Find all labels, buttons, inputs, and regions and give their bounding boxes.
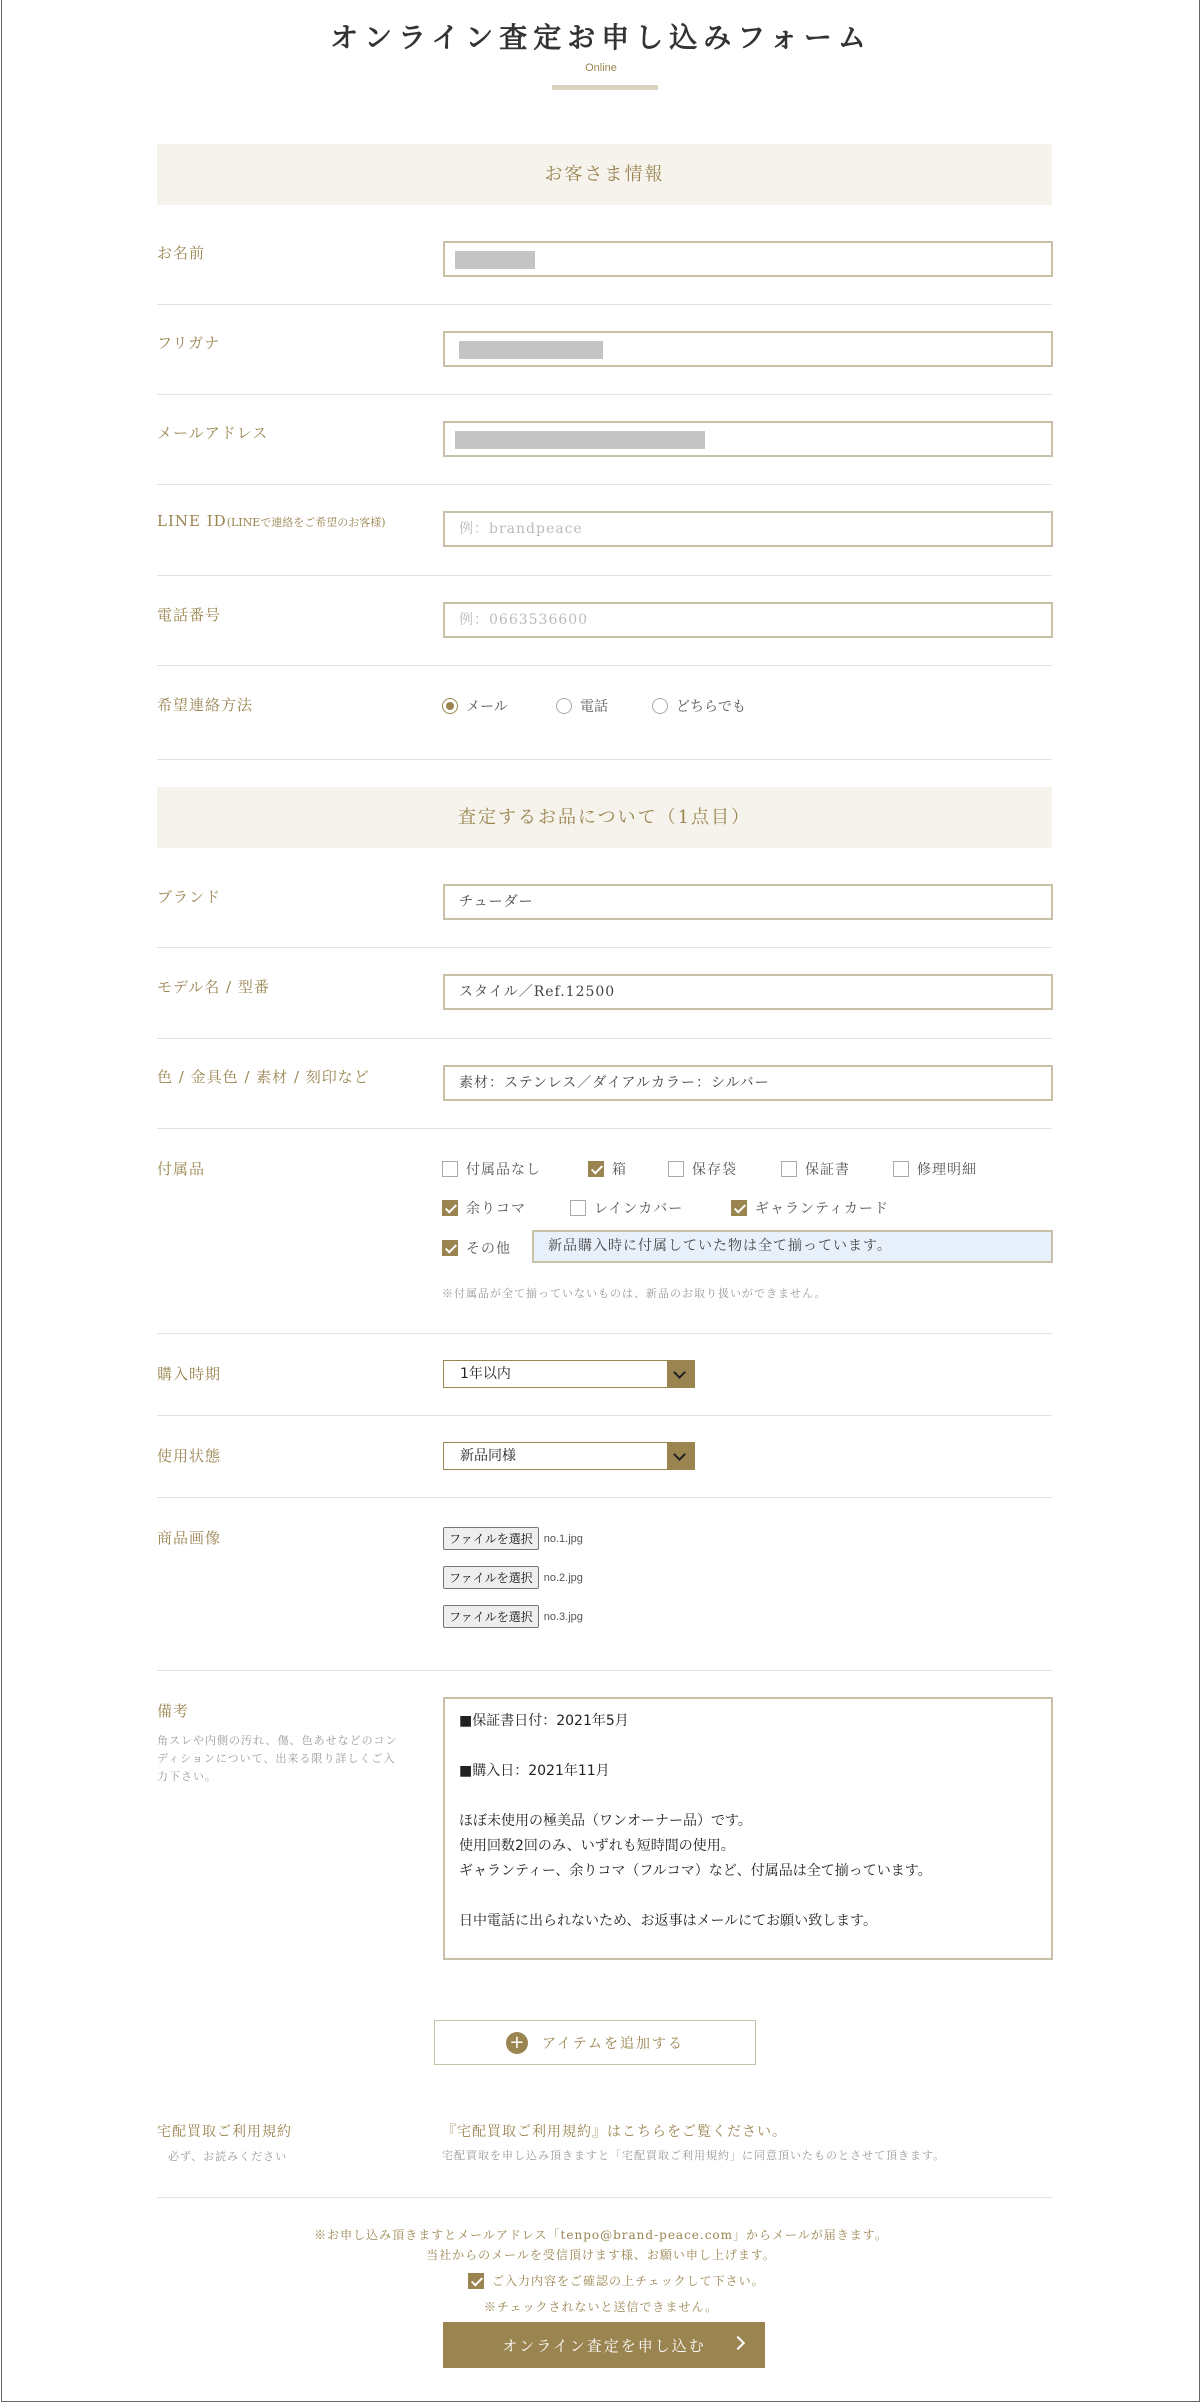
- kana-input[interactable]: [443, 331, 1053, 367]
- redacted-kana: [459, 341, 603, 359]
- checkbox-checked-icon: [442, 1240, 458, 1256]
- line-id-input[interactable]: 例：brandpeace: [443, 511, 1053, 547]
- checkbox-icon: [781, 1161, 797, 1177]
- title-underline: [552, 85, 658, 90]
- model-input[interactable]: スタイル／Ref.12500: [443, 974, 1053, 1010]
- divider: [157, 484, 1052, 485]
- accessory-spare-links-checkbox[interactable]: 余りコマ: [442, 1198, 526, 1218]
- checkbox-checked-icon: [468, 2273, 484, 2289]
- file-input-1[interactable]: ファイルを選択 no.1.jpg: [443, 1527, 583, 1550]
- accessory-repair-record-checkbox[interactable]: 修理明細: [893, 1159, 977, 1179]
- accessories-label: 付属品: [157, 1160, 206, 1178]
- email-notice: ※お申し込み頂きますとメールアドレス「tenpo@brand-peace.com」からメールが届きます。: [314, 2228, 888, 2242]
- submit-button[interactable]: オンライン査定を申し込む: [443, 2322, 765, 2368]
- plus-icon: +: [506, 2032, 528, 2054]
- file-select-button[interactable]: ファイルを選択: [443, 1566, 539, 1589]
- checkbox-checked-icon: [588, 1161, 604, 1177]
- redacted-name: [455, 251, 535, 269]
- chevron-down-icon: [667, 1443, 694, 1469]
- accessory-warranty-checkbox[interactable]: 保証書: [781, 1159, 850, 1179]
- divider: [157, 2197, 1052, 2198]
- accessory-rain-cover-checkbox[interactable]: レインカバー: [570, 1198, 683, 1218]
- chevron-right-icon: [731, 2336, 745, 2350]
- contact-radio-email[interactable]: メール: [442, 696, 508, 716]
- radio-icon: [652, 698, 668, 714]
- file-input-3[interactable]: ファイルを選択 no.3.jpg: [443, 1605, 583, 1628]
- color-material-label: 色 / 金具色 / 素材 / 刻印など: [157, 1068, 370, 1086]
- email-label: メールアドレス: [157, 424, 269, 442]
- divider: [157, 1038, 1052, 1039]
- checkbox-icon: [570, 1200, 586, 1216]
- divider: [157, 1497, 1052, 1498]
- page-title: オンライン査定お申し込みフォーム: [330, 21, 872, 54]
- accessory-other-checkbox[interactable]: その他: [442, 1238, 511, 1258]
- confirm-checkbox[interactable]: ご入力内容をご確認の上チェックして下さい。: [468, 2272, 765, 2289]
- terms-label: 宅配買取ご利用規約: [157, 2124, 292, 2140]
- terms-link[interactable]: 『宅配買取ご利用規約』はこちらをご覧ください。: [442, 2124, 787, 2140]
- remarks-textarea[interactable]: ■保証書日付：2021年5月 ■購入日：2021年11月 ほぼ未使用の極美品（ワンオーナー品）です。 使用回数2回のみ、いずれも短時間の使用。 ギャランティー、余りコマ（フルコマ）など、付属品は全て揃っています。 日中電話に出られないため、お返事はメールにてお願い致します。: [443, 1697, 1053, 1960]
- remarks-note: 角スレや内側の汚れ、傷、色あせなどのコンディションについて、出来る限り詳しくご入力下さい。: [157, 1734, 398, 1783]
- purchase-period-select[interactable]: 1年以内: [443, 1360, 695, 1388]
- accessory-dust-bag-checkbox[interactable]: 保存袋: [668, 1159, 737, 1179]
- line-id-label: LINE ID(LINEで連絡をご希望のお客様): [157, 512, 386, 530]
- add-item-button[interactable]: + アイテムを追加する: [434, 2020, 756, 2065]
- accessory-other-input[interactable]: 新品購入時に付属していた物は全て揃っています。: [532, 1230, 1053, 1263]
- brand-label: ブランド: [157, 888, 222, 906]
- checkbox-icon: [442, 1161, 458, 1177]
- terms-label-note: 必ず、お読みください: [168, 2150, 288, 2163]
- item-section-header: 査定するお品について（1点目）: [157, 787, 1052, 848]
- divider: [157, 665, 1052, 666]
- file-select-button[interactable]: ファイルを選択: [443, 1527, 539, 1550]
- divider: [157, 394, 1052, 395]
- divider: [157, 1128, 1052, 1129]
- remarks-label: 備考: [157, 1702, 190, 1720]
- phone-label: 電話番号: [157, 606, 222, 624]
- divider: [157, 1415, 1052, 1416]
- condition-label: 使用状態: [157, 1447, 222, 1465]
- checkbox-icon: [668, 1161, 684, 1177]
- divider: [157, 759, 1052, 760]
- name-label: お名前: [157, 244, 206, 262]
- file-select-button[interactable]: ファイルを選択: [443, 1605, 539, 1628]
- condition-select[interactable]: 新品同様: [443, 1442, 695, 1470]
- file-input-2[interactable]: ファイルを選択 no.2.jpg: [443, 1566, 583, 1589]
- email-notice-2: 当社からのメールを受信頂けます様、お願い申し上げます。: [426, 2248, 776, 2262]
- contact-method-label: 希望連絡方法: [157, 696, 254, 714]
- radio-selected-icon: [442, 698, 458, 714]
- checkbox-checked-icon: [442, 1200, 458, 1216]
- divider: [157, 947, 1052, 948]
- checkbox-checked-icon: [731, 1200, 747, 1216]
- divider: [157, 1333, 1052, 1334]
- kana-label: フリガナ: [157, 334, 221, 352]
- redacted-email: [455, 431, 705, 449]
- divider: [157, 575, 1052, 576]
- accessory-box-checkbox[interactable]: 箱: [588, 1159, 627, 1179]
- email-input[interactable]: [443, 421, 1053, 457]
- contact-radio-phone[interactable]: 電話: [556, 696, 608, 716]
- accessory-guarantee-card-checkbox[interactable]: ギャランティカード: [731, 1198, 889, 1218]
- page-subtitle: Online: [585, 62, 617, 74]
- confirm-note: ※チェックされないと送信できません。: [483, 2300, 719, 2314]
- color-material-input[interactable]: 素材：ステンレス／ダイアルカラー：シルバー: [443, 1065, 1053, 1101]
- product-images-label: 商品画像: [157, 1529, 222, 1547]
- accessories-note: ※付属品が全て揃っていないものは、新品のお取り扱いができません。: [442, 1287, 827, 1300]
- model-label: モデル名 / 型番: [157, 978, 270, 996]
- divider: [157, 304, 1052, 305]
- checkbox-icon: [893, 1161, 909, 1177]
- chevron-down-icon: [667, 1361, 694, 1387]
- divider: [157, 1670, 1052, 1671]
- brand-input[interactable]: チューダー: [443, 884, 1053, 920]
- contact-radio-either[interactable]: どちらでも: [652, 696, 746, 716]
- name-input[interactable]: [443, 241, 1053, 277]
- radio-icon: [556, 698, 572, 714]
- customer-section-header: お客さま情報: [157, 144, 1052, 205]
- purchase-period-label: 購入時期: [157, 1365, 222, 1383]
- phone-input[interactable]: 例：0663536600: [443, 602, 1053, 638]
- accessory-none-checkbox[interactable]: 付属品なし: [442, 1159, 541, 1179]
- terms-subtext: 宅配買取を申し込み頂きますと「宅配買取ご利用規約」に同意頂いたものとさせて頂きます。: [442, 2149, 946, 2162]
